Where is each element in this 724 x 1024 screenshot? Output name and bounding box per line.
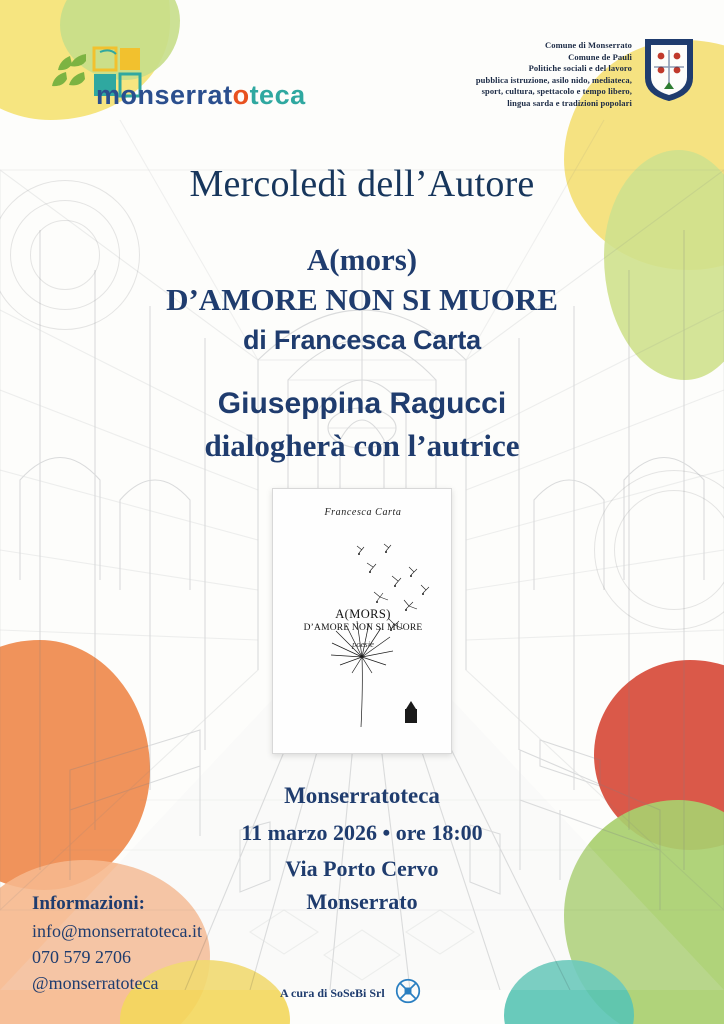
guest-block xyxy=(0,383,724,467)
municipality-block xyxy=(332,40,632,109)
guest-role: dialogherà con l’autrice xyxy=(204,428,520,463)
book-author-line: di Francesca Carta xyxy=(242,325,482,355)
book-title-block xyxy=(0,240,724,360)
cover-author: Francesca Carta xyxy=(324,507,402,518)
cover-genre: poesie xyxy=(352,639,374,649)
svg-text:monserratoteca: monserratoteca xyxy=(96,80,306,108)
municipality-line-5: sport, cultura, spettacolo e tempo libero, xyxy=(481,86,632,96)
info-block xyxy=(32,890,202,996)
sosebi-logo-icon xyxy=(395,978,421,1008)
cover-subtitle: D’AMORE NON SI MUORE xyxy=(303,623,423,633)
municipality-line-6: lingua sarda e tradizioni popolari xyxy=(507,97,632,108)
municipality-line-2: Comune de Pauli xyxy=(568,51,632,62)
book-title-line-1: A(mors) xyxy=(306,242,418,277)
venue-address: Via Porto Cervo xyxy=(285,856,439,881)
venue-date: 11 marzo 2026 • ore 18:00 xyxy=(241,820,483,845)
info-social[interactable]: @monserratoteca xyxy=(32,973,159,993)
info-title: Informazioni: xyxy=(32,893,145,914)
venue-city: Monserrato xyxy=(306,889,418,914)
info-phone[interactable]: 070 579 2706 xyxy=(32,947,131,967)
venue-name: Monserratoteca xyxy=(284,783,440,808)
cover-title: A(MORS) xyxy=(335,607,391,621)
info-email[interactable]: info@monserratoteca.it xyxy=(32,921,203,941)
book-cover xyxy=(272,488,452,754)
comune-crest-icon xyxy=(642,36,696,102)
municipality-line-4: pubblica istruzione, asilo nido, mediateca, xyxy=(475,74,632,85)
guest-name: Giuseppina Ragucci xyxy=(217,387,507,420)
municipality-line-1: Comune di Monserrato xyxy=(545,40,632,50)
credit-text: A cura di SoSeBi Srl xyxy=(280,985,385,1000)
dandelion-icon xyxy=(273,489,453,755)
municipality-line-3: Politiche sociali e del lavoro xyxy=(528,63,632,73)
monserratoteca-logo xyxy=(40,46,340,108)
page-title: Mercoledì dell’Autore xyxy=(189,163,535,205)
credit-block xyxy=(280,978,421,1008)
book-title-line-2: D’AMORE NON SI MUORE xyxy=(166,282,558,317)
